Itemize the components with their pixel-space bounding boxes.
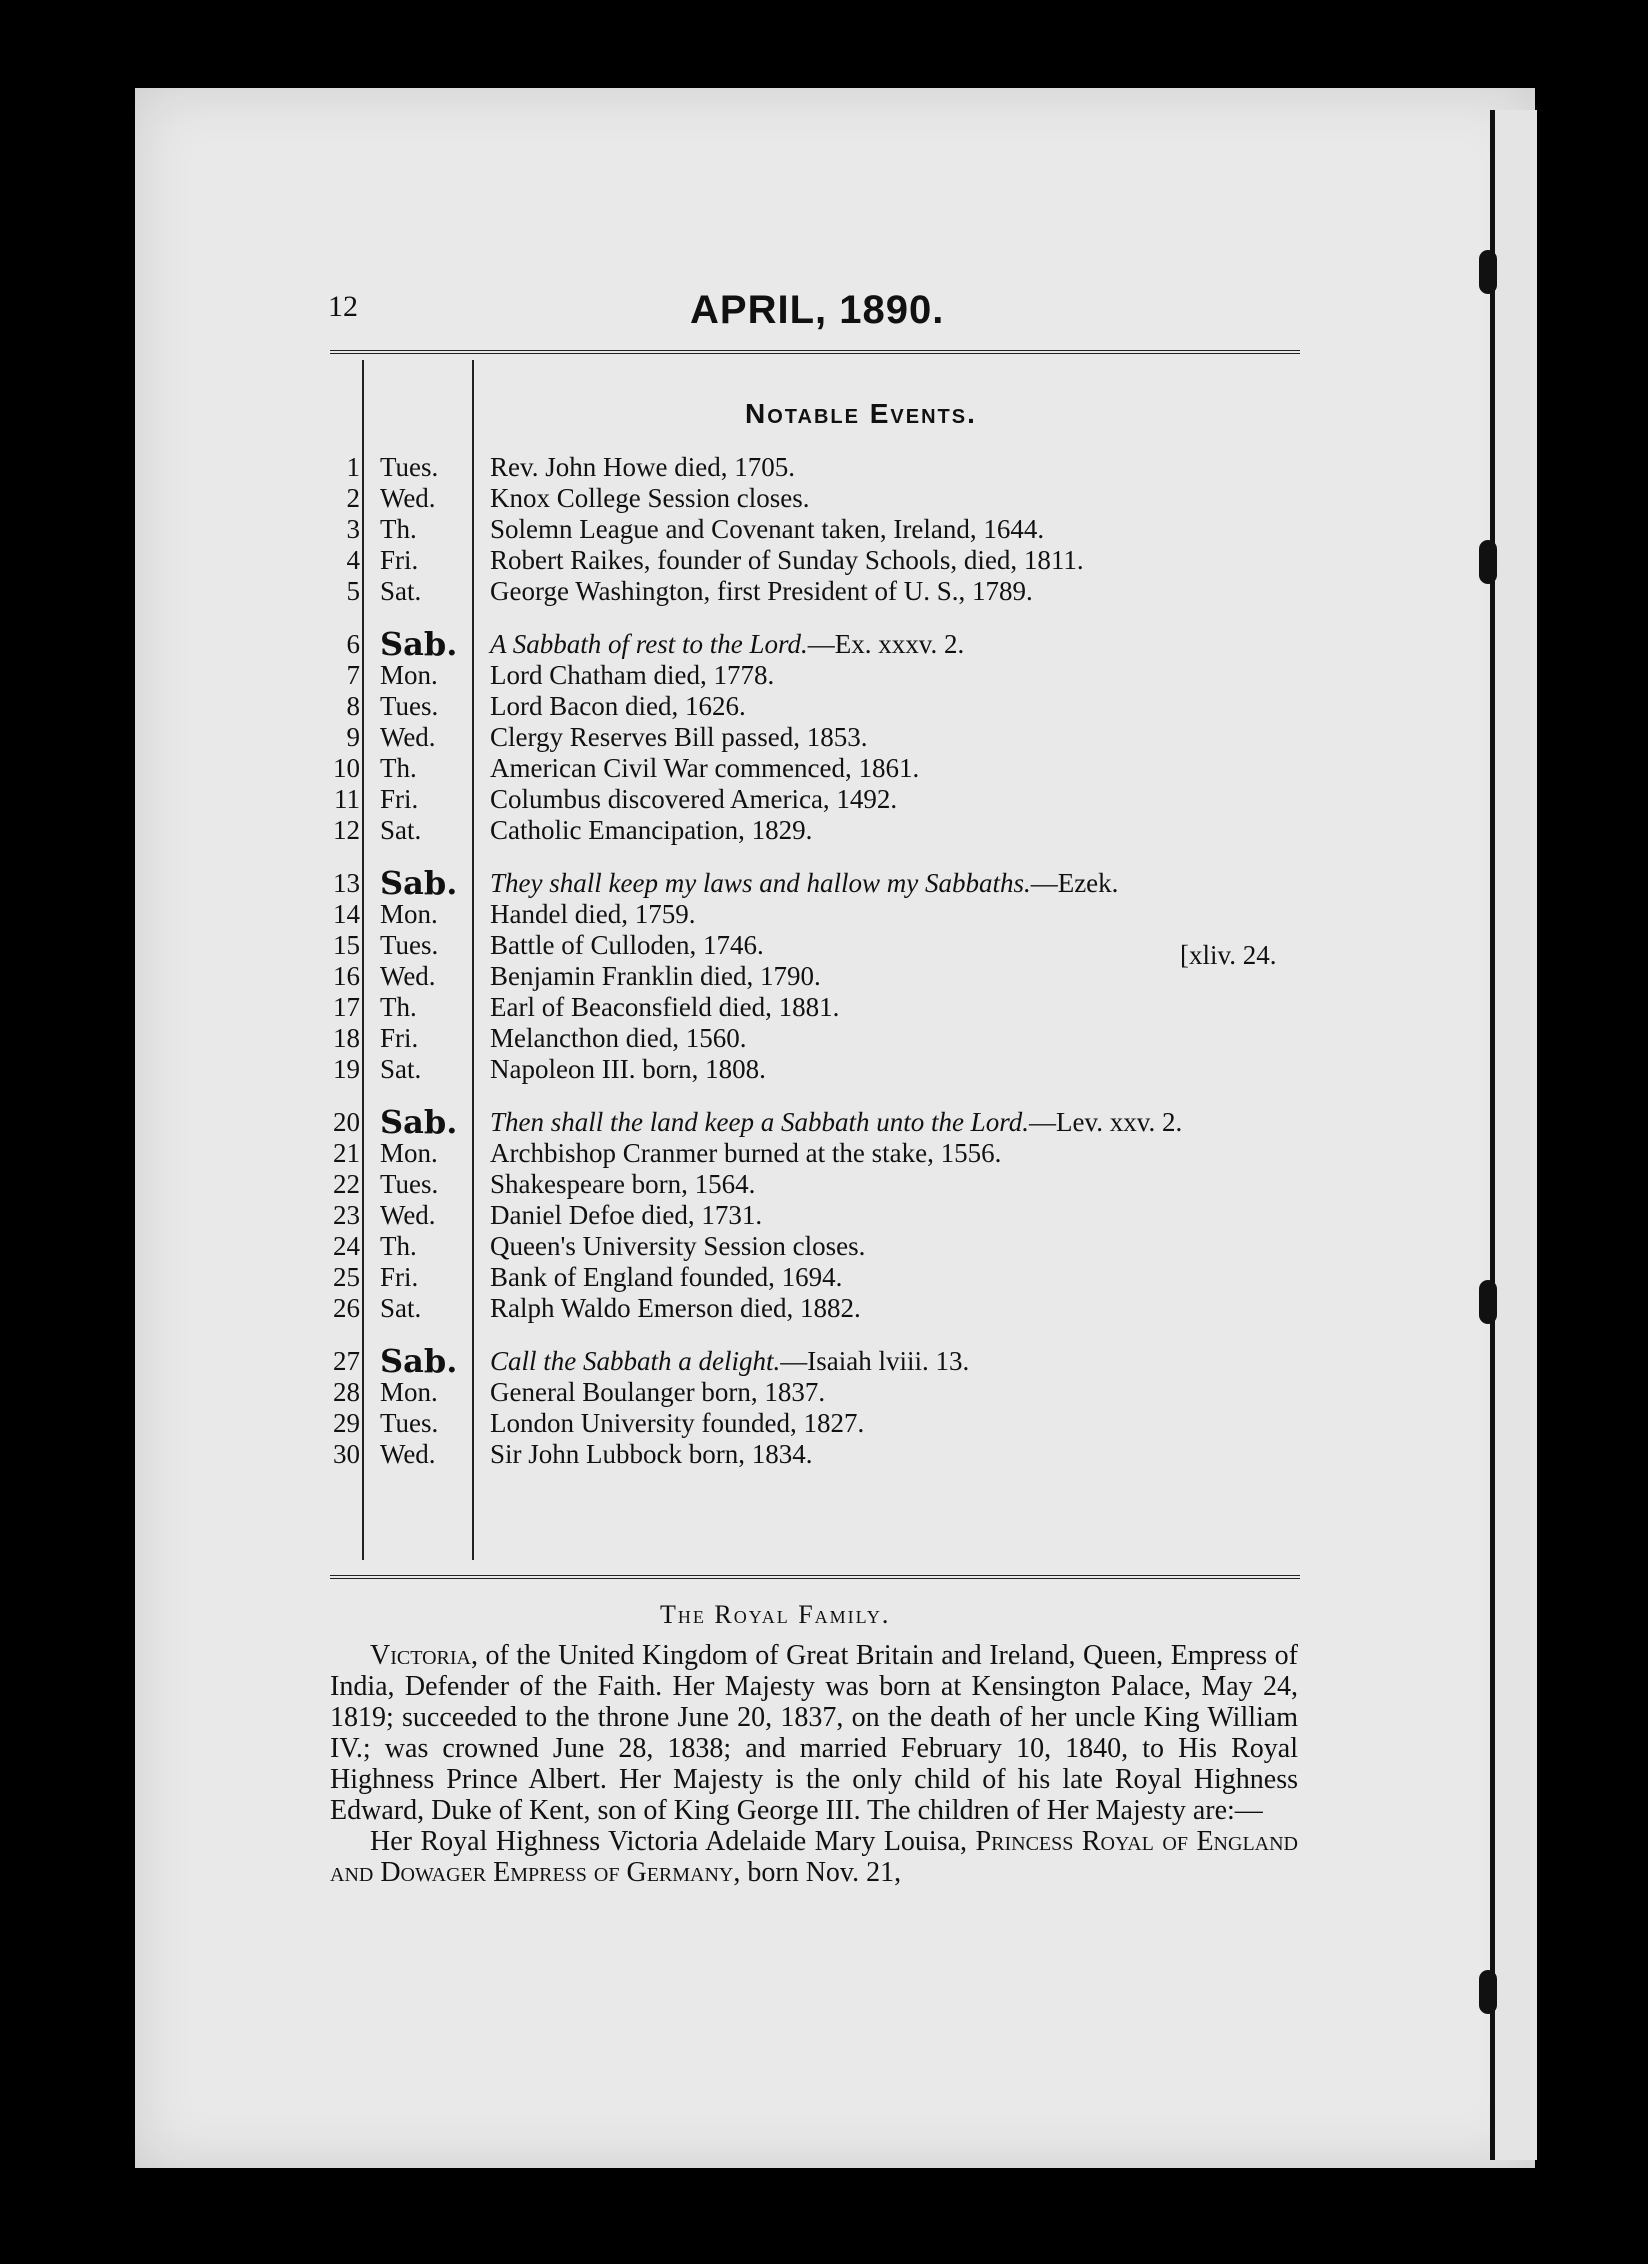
- event-description: They shall keep my laws and hallow my Sabbaths.: [490, 868, 1031, 898]
- event-text: [490, 1346, 1310, 1377]
- event-text: [490, 660, 1310, 691]
- event-text: [490, 452, 1310, 483]
- weekday: Sat.: [380, 576, 422, 606]
- weekday: Mon.: [380, 1138, 438, 1168]
- event-description: George Washington, first President of U. S., 1789.: [490, 576, 1033, 606]
- event-text: [490, 691, 1310, 722]
- weekday: Wed.: [380, 483, 436, 513]
- day-number: 26: [333, 1293, 360, 1323]
- event-text: [490, 1169, 1310, 1200]
- event-description: Call the Sabbath a delight.: [490, 1346, 781, 1376]
- event-description: Sir John Lubbock born, 1834.: [490, 1439, 813, 1469]
- event-description: Melancthon died, 1560.: [490, 1023, 747, 1053]
- binding-mark: [1479, 540, 1497, 584]
- event-description: Robert Raikes, founder of Sunday Schools, died, 1811.: [490, 545, 1084, 575]
- weekday: Wed.: [380, 1439, 436, 1469]
- weekday: Wed.: [380, 722, 436, 752]
- event-description: Queen's University Session closes.: [490, 1231, 866, 1261]
- day-number: 28: [333, 1377, 360, 1407]
- weekday: Th.: [380, 992, 417, 1022]
- event-description: Columbus discovered America, 1492.: [490, 784, 898, 814]
- event-description: American Civil War commenced, 1861.: [490, 753, 920, 783]
- weekday: Mon.: [380, 899, 438, 929]
- event-text: [490, 722, 1310, 753]
- royal-family-text: [330, 1640, 1298, 1888]
- day-number: 10: [333, 753, 360, 783]
- event-text: [490, 1107, 1310, 1138]
- day-number: 24: [333, 1231, 360, 1261]
- event-text: [490, 1138, 1310, 1169]
- day-number: 29: [333, 1408, 360, 1438]
- events-heading: Notable Events.: [745, 398, 977, 429]
- day-number: 5: [346, 576, 360, 606]
- weekday: Sab.: [380, 1103, 458, 1141]
- header-rule: [330, 350, 1300, 354]
- day-number: 13: [333, 868, 360, 898]
- event-description: Daniel Defoe died, 1731.: [490, 1200, 763, 1230]
- weekday: Sab.: [380, 1342, 458, 1380]
- day-number: 18: [333, 1023, 360, 1053]
- weekday: Sat.: [380, 815, 422, 845]
- event-description: Ralph Waldo Emerson died, 1882.: [490, 1293, 861, 1323]
- event-description: Lord Bacon died, 1626.: [490, 691, 746, 721]
- event-text: [490, 1262, 1310, 1293]
- weekday: Sab.: [380, 864, 458, 902]
- event-description: Archbishop Cranmer burned at the stake, 1556.: [490, 1138, 1002, 1168]
- paragraph-text: Her Royal Highness Victoria Adelaide Mary Louisa,: [370, 1826, 976, 1857]
- weekday: Sat.: [380, 1054, 422, 1084]
- event-text: [490, 868, 1310, 899]
- day-number: 6: [346, 629, 360, 659]
- binding-mark: [1479, 250, 1497, 294]
- weekday: Th.: [380, 514, 417, 544]
- binding-mark: [1479, 1280, 1497, 1324]
- event-description: Rev. John Howe died, 1705.: [490, 452, 795, 482]
- event-text: [490, 1408, 1310, 1439]
- weekday: Tues.: [380, 930, 439, 960]
- weekday: Tues.: [380, 1408, 439, 1438]
- day-number: 9: [346, 722, 360, 752]
- page-title: APRIL, 1890.: [690, 288, 945, 332]
- weekday: Fri.: [380, 545, 419, 575]
- day-number: 20: [333, 1107, 360, 1137]
- event-description: London University founded, 1827.: [490, 1408, 865, 1438]
- weekday: Mon.: [380, 1377, 438, 1407]
- day-number: 11: [334, 784, 360, 814]
- day-number: 3: [346, 514, 360, 544]
- day-number: 27: [333, 1346, 360, 1376]
- event-text: [490, 576, 1310, 607]
- event-text: [490, 1023, 1310, 1054]
- scripture-reference: —Lev. xxv. 2.: [1028, 1107, 1183, 1137]
- day-number: 17: [333, 992, 360, 1022]
- day-number: 23: [333, 1200, 360, 1230]
- day-number: 15: [333, 930, 360, 960]
- day-number: 2: [346, 483, 360, 513]
- weekday: Wed.: [380, 1200, 436, 1230]
- event-text: [490, 753, 1310, 784]
- day-number: 12: [333, 815, 360, 845]
- section-rule: [330, 1575, 1300, 1579]
- event-text: [490, 784, 1310, 815]
- page-number: 12: [328, 290, 358, 323]
- day-number: 8: [346, 691, 360, 721]
- event-text: [490, 1377, 1310, 1408]
- event-text: [490, 815, 1310, 846]
- event-description: A Sabbath of rest to the Lord.: [490, 629, 808, 659]
- event-text: [490, 1231, 1310, 1262]
- event-description: Clergy Reserves Bill passed, 1853.: [490, 722, 868, 752]
- event-description: Then shall the land keep a Sabbath unto the Lord.: [490, 1107, 1029, 1137]
- event-text: [490, 1439, 1310, 1470]
- scripture-reference: —Ezek.: [1030, 868, 1119, 898]
- scripture-reference: —Isaiah lviii. 13.: [780, 1346, 970, 1376]
- weekday: Mon.: [380, 660, 438, 690]
- day-number: 16: [333, 961, 360, 991]
- weekday: Tues.: [380, 691, 439, 721]
- weekday: Sab.: [380, 625, 458, 663]
- day-number: 14: [333, 899, 360, 929]
- royal-family-heading: The Royal Family.: [660, 1600, 891, 1629]
- day-number: 7: [346, 660, 360, 690]
- event-description: Shakespeare born, 1564.: [490, 1169, 756, 1199]
- paragraph-text: , of the United Kingdom of Great Britain and Ireland, Queen, Empress of India, Defender of the Faith. Her Majesty was born at Kensington Palace, May 24, 1819; succeeded to the throne June 20, 1837, on the death of her uncle King William IV.; was crowned June 28, 1838; and married February 10, 1840, to His Royal Highness Prince Albert. Her Majesty is the only child of his late Royal Highness Edward, Duke of Kent, son of King George III. The children of Her Majesty are:—: [330, 1640, 1298, 1826]
- event-description: Handel died, 1759.: [490, 899, 696, 929]
- event-description: Catholic Emancipation, 1829.: [490, 815, 813, 845]
- paragraph-text: , born Nov. 21,: [733, 1857, 902, 1888]
- weekday: Th.: [380, 753, 417, 783]
- event-description: Benjamin Franklin died, 1790.: [490, 961, 821, 991]
- weekday: Th.: [380, 1231, 417, 1261]
- weekday: Tues.: [380, 1169, 439, 1199]
- day-number: 21: [333, 1138, 360, 1168]
- lead-name: Victoria: [370, 1640, 471, 1671]
- weekday: Fri.: [380, 784, 419, 814]
- royal-paragraph: [330, 1826, 1298, 1888]
- weekday: Wed.: [380, 961, 436, 991]
- weekday: Tues.: [380, 452, 439, 482]
- event-description: Earl of Beaconsfield died, 1881.: [490, 992, 840, 1022]
- day-number: 4: [346, 545, 360, 575]
- weekday: Fri.: [380, 1023, 419, 1053]
- day-number: 25: [333, 1262, 360, 1292]
- royal-paragraph: [330, 1640, 1298, 1826]
- weekday: Fri.: [380, 1262, 419, 1292]
- event-description: Napoleon III. born, 1808.: [490, 1054, 766, 1084]
- event-text: [490, 483, 1310, 514]
- event-text: [490, 992, 1310, 1023]
- day-number: 30: [333, 1439, 360, 1469]
- event-text: [490, 899, 1310, 930]
- reference-continuation: [xliv. 24.: [1180, 940, 1277, 970]
- event-description: Solemn League and Covenant taken, Ireland, 1644.: [490, 514, 1045, 544]
- royal-title: Princess Royal of England and Dowager Empress of Germany: [330, 1826, 1298, 1888]
- scripture-reference: —Ex. xxxv. 2.: [807, 629, 965, 659]
- event-text: [490, 1200, 1310, 1231]
- binding-mark: [1479, 1970, 1497, 2014]
- event-text: [490, 514, 1310, 545]
- event-description: Battle of Culloden, 1746.: [490, 930, 764, 960]
- day-number: 1: [346, 452, 360, 482]
- event-text: [490, 1054, 1310, 1085]
- weekday: Sat.: [380, 1293, 422, 1323]
- event-text: [490, 1293, 1310, 1324]
- event-description: Bank of England founded, 1694.: [490, 1262, 843, 1292]
- event-text: [490, 545, 1310, 576]
- day-number: 22: [333, 1169, 360, 1199]
- event-text: [490, 629, 1310, 660]
- event-description: Lord Chatham died, 1778.: [490, 660, 775, 690]
- column-divider: [362, 360, 364, 1560]
- event-description: General Boulanger born, 1837.: [490, 1377, 826, 1407]
- event-description: Knox College Session closes.: [490, 483, 810, 513]
- binding-strip: [1490, 110, 1537, 2160]
- day-number: 19: [333, 1054, 360, 1084]
